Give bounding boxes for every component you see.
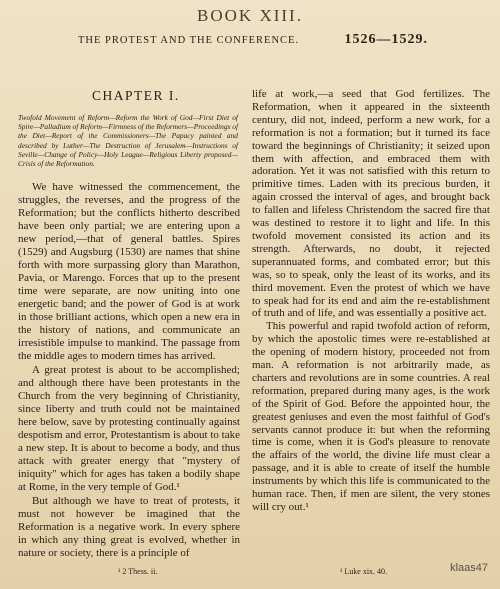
left-paragraph-2: A great protest is about to be accomplished; and although there have been protestants in the Church from the very beginning of Christianity, since liberty and truth could not be maintained here below, save by protesting continually against despotism and error, Protestantism is about to take a new step. It is about to become a body, and thus attack with greater energy that "mystery of iniquity" which for ages has taken a bodily shape at Rome, in the very temple of God.¹ xyxy=(18,364,240,493)
watermark: klaas47 xyxy=(450,562,488,574)
right-paragraph-2: This powerful and rapid twofold action of reform, by which the apostolic times were re-established at the opening of modern history, proceeded not from man. A reformation is not arbitrarily made, as charters and revolutions are in some countries. A real reformation, prepared during many ages, is the work of the Spirit of God. Before the appointed hour, the greatest geniuses and even the most faithful of God's servants cannot produce it: but when the reforming time is come, when it is God's pleasure to renovate the affairs of the world, the divine life must clear a passage, and it is able to create of itself the humble instruments by which this life is communicated to the human race. Then, if men are silent, the very stones will cry out.¹ xyxy=(252,320,490,513)
chapter-heading: CHAPTER I. xyxy=(92,88,180,103)
running-years: 1526—1529. xyxy=(344,32,428,47)
running-head xyxy=(78,32,478,48)
left-paragraph-1: We have witnessed the commencement, the struggles, the reverses, and the progress of the Reformation; but the conflicts hitherto described have been only partial; we are entering upon a new period,—that of general battles. Spires (1529) and Augsburg (1530) are names that shine forth with more surpassing glory than Marathon, Pavia, or Marengo. Forces that up to the present time were separate, are now uniting into one energetic band; and the power of God is at work in those brilliant actions, which open a new era in the history of nations, and communicate an irresistible impulse to mankind. The passage from the middle ages to modern times has arrived. xyxy=(18,181,240,362)
footnote-left: ¹ 2 Thess. ii. xyxy=(118,567,158,576)
left-column xyxy=(18,181,240,561)
book-number-heading: BOOK XIII. xyxy=(197,6,303,25)
right-paragraph-1: life at work,—a seed that God fertilizes. The Reformation, when it appeared in the sixteenth century, did not, indeed, perform a new work, for a reformation is not a formation; but it turned its face toward the beginnings of Christianity; it seized upon them with affection, and embraced them with adoration. Yet it was not satisfied with this return to primitive times. Laden with its precious burden, it again crossed the interval of ages, and brought back to fallen and lifeless Christendom the sacred fire that was destined to restore it to light and life. In this twofold movement consisted its action and its strength. Afterwards, no doubt, it rejected superannuated forms, and combated error; but this was, so to speak, only the least of its works, and its third movement. Even the protest of which we have to speak had for its end and aim the re-establishment of truth and of life, and was essentially a positive act. xyxy=(252,88,490,320)
right-column xyxy=(252,88,490,514)
chapter-summary: Twofold Movement of Reform—Reform the Work of God—First Diet of Spire—Palladium of Reform—Firmness of the Reformers—Proceedings of the Diet—Report of the Commissioners—The Papacy painted and described by Luther—The Destruction of Jerusalem—Instructions of Seville—Change of Policy—Holy League—Religious Liberty proposed—Crisis of the Reformation. xyxy=(18,113,238,169)
left-paragraph-3: But although we have to treat of protests, it must not however be imagined that the Reformation is a negative work. In every sphere in which any thing great is evolved, whether in nature or society, there is a principle of xyxy=(18,495,240,559)
running-title: THE PROTEST AND THE CONFERENCE. xyxy=(78,35,300,46)
footnote-right: ¹ Luke xix. 40. xyxy=(340,567,388,576)
